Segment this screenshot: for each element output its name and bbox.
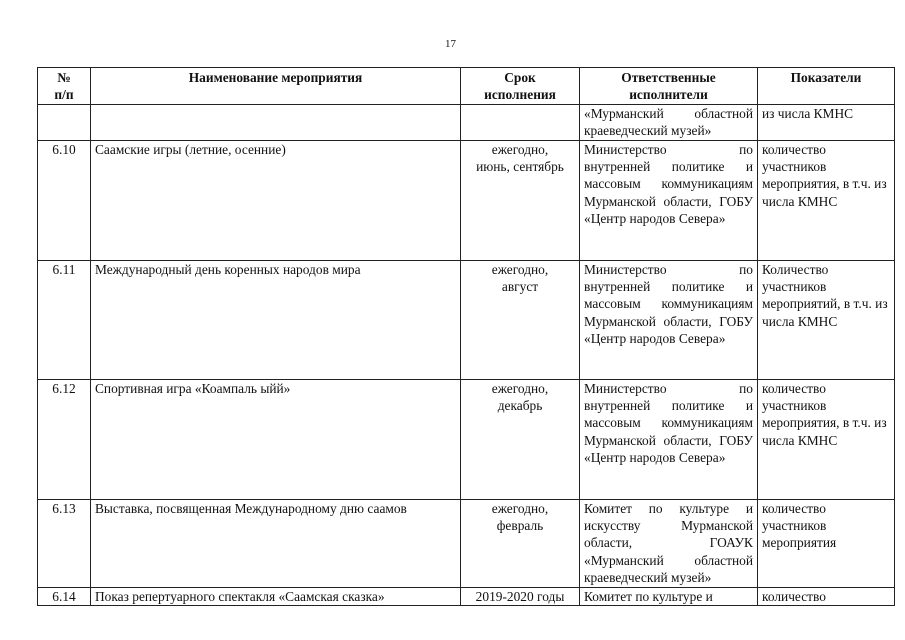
row-name: Международный день коренных народов мира (91, 260, 461, 379)
row-term: ежегодно, август (461, 260, 580, 379)
row-num: 6.14 (38, 587, 91, 605)
header-name: Наименование мероприятия (91, 68, 461, 105)
row-num: 6.12 (38, 379, 91, 499)
page-number: 17 (445, 38, 456, 50)
row-indicators: из числа КМНС (758, 104, 895, 140)
row-indicators: количество участников мероприятия, в т.ч. из числа КМНС (758, 140, 895, 260)
row-num: 6.13 (38, 499, 91, 587)
row-name: Выставка, посвященная Международному дню саамов (91, 499, 461, 587)
row-responsible: Министерство по внутренней политике и массовым коммуникациям Мурманской области, ГОБУ «Центр народов Севера» (580, 260, 758, 379)
row-num: 6.10 (38, 140, 91, 260)
row-responsible: Министерство по внутренней политике и массовым коммуникациям Мурманской области, ГОБУ «Центр народов Севера» (580, 379, 758, 499)
row-responsible: «Мурманский областной краеведческий музей» (580, 104, 758, 140)
row-indicators: количество (758, 587, 895, 605)
row-indicators: количество участников мероприятия, в т.ч. из числа КМНС (758, 379, 895, 499)
table-header-row (38, 68, 895, 105)
table-row (38, 260, 895, 379)
header-term: Срок исполнения (461, 68, 580, 105)
events-table (37, 67, 895, 606)
table-row (38, 499, 895, 587)
row-num: 6.11 (38, 260, 91, 379)
table-row (38, 587, 895, 605)
row-indicators: количество участников мероприятия (758, 499, 895, 587)
row-name: Спортивная игра «Коампаль ыйй» (91, 379, 461, 499)
row-name: Показ репертуарного спектакля «Саамская сказка» (91, 587, 461, 605)
header-indicators: Показатели (758, 68, 895, 105)
row-term: ежегодно, июнь, сентябрь (461, 140, 580, 260)
row-name (91, 104, 461, 140)
row-indicators: Количество участников мероприятий, в т.ч. из числа КМНС (758, 260, 895, 379)
row-responsible: Комитет по культуре и (580, 587, 758, 605)
header-num: № п/п (38, 68, 91, 105)
table-row (38, 379, 895, 499)
row-term: ежегодно, февраль (461, 499, 580, 587)
table-row (38, 104, 895, 140)
row-name: Саамские игры (летние, осенние) (91, 140, 461, 260)
row-term: ежегодно, декабрь (461, 379, 580, 499)
header-responsible: Ответственные исполнители (580, 68, 758, 105)
row-num (38, 104, 91, 140)
table-row (38, 140, 895, 260)
row-responsible: Министерство по внутренней политике и массовым коммуникациям Мурманской области, ГОБУ «Центр народов Севера» (580, 140, 758, 260)
row-term (461, 104, 580, 140)
row-responsible: Комитет по культуре и искусству Мурманской области, ГОАУК «Мурманский областной краеведческий музей» (580, 499, 758, 587)
row-term: 2019-2020 годы (461, 587, 580, 605)
